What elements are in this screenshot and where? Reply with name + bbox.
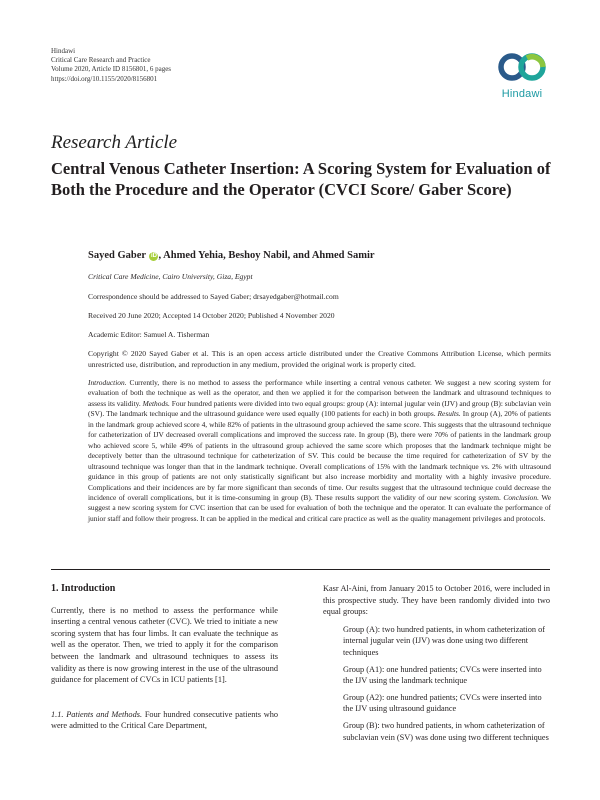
orcid-icon[interactable]: iD [150, 253, 157, 259]
list-item: Group (A1): one hundred patients; CVCs were inserted into the IJV using the landmark technique [343, 664, 542, 686]
introduction-heading: 1. Introduction [51, 583, 116, 594]
list-item: Group (B): two hundred patients, in whom catheterization of subclavian vein (SV) was done using two different techniques [343, 720, 549, 742]
author-list [88, 250, 375, 261]
publisher-name: Hindawi [51, 47, 76, 55]
journal-name: Critical Care Research and Practice [51, 56, 151, 65]
article-type: Research Article [51, 132, 178, 153]
academic-editor: Academic Editor: Samuel A. Tisherman [88, 330, 210, 339]
abstract-intro-label: Introduction. [88, 378, 127, 387]
abstract-conclusion-label: Conclusion. [503, 492, 539, 502]
hindawi-logo [494, 48, 550, 100]
publication-dates: Received 20 June 2020; Accepted 14 October 2020; Published 4 November 2020 [88, 311, 335, 320]
first-author[interactable]: Sayed Gaber [88, 250, 146, 261]
copyright-notice: Copyright © 2020 Sayed Gaber et al. This is an open access article distributed under the Creative Commons Attribution License, which permits unrestricted use, distribution, and reproduction in any medium, provided the original work is properly cited. [88, 349, 551, 369]
logo-wordmark: Hindawi [501, 88, 543, 100]
journal-meta [51, 47, 171, 84]
methods-text: Four hundred consecutive patients who were admitted to the Critical Care Department, [51, 709, 279, 731]
affiliation: Critical Care Medicine, Cairo University, Giza, Egypt [88, 272, 253, 281]
paragraph-gap [51, 686, 278, 709]
abstract-intro: Currently, there is no method to assess the performance while inserting a central venous catheter. We suggest a new scoring system for evaluation of both the technique as well as the operator, and then we applied it for the comparison between the landmark and ultrasound techniques to assess its validity. [88, 378, 551, 408]
list-item: Group (A2): one hundred patients; CVCs were inserted into the IJV using ultrasound guidance [343, 692, 542, 714]
article-title: Central Venous Catheter Insertion: A Scoring System for Evaluation of Both the Procedure and the Operator (CVCI Score/ Gaber Score) [51, 159, 551, 199]
volume-info: Volume 2020, Article ID 8156801, 6 pages [51, 65, 172, 74]
correspondence: Correspondence should be addressed to Sayed Gaber; drsayedgaber@hotmail.com [88, 292, 339, 301]
right-column [323, 583, 550, 748]
abstract [88, 378, 551, 524]
introduction-paragraph: Currently, there is no method to assess the performance while inserting a central venous catheter (CVC). We tried to initiate a new scoring system that has four limbs. It can evaluate the technique as well as the operator. Then, we tried to apply it for the comparison between the landmark and ultrasound techniques to assess its validity as there is now growing interest in the use of the ultrasound guidance for placement of CVCs in ICU patients [1]. [51, 605, 278, 685]
group-list [343, 624, 550, 743]
abstract-methods-label: Methods. [142, 398, 170, 408]
other-authors: , Ahmed Yehia, Beshoy Nabil, and Ahmed Samir [158, 250, 375, 261]
abstract-results-label: Results. [437, 409, 461, 419]
section-divider [51, 569, 550, 570]
methods-subheading: 1.1. Patients and Methods. [51, 709, 143, 719]
methods-paragraph [51, 709, 278, 732]
list-item: Group (A): two hundred patients, in whom catheterization of internal jugular vein (IJV) was done using two different techniques [343, 624, 546, 657]
left-column [51, 583, 278, 732]
hindawi-logo-icon [497, 48, 547, 86]
doi-link[interactable]: https://doi.org/10.1155/2020/8156801 [51, 74, 158, 83]
abstract-results: In group (A), 20% of patients in the landmark group achieved score 4, while 82% of patients in the ultrasound group achieved the same score. This suggests that the ultrasound technique for catheterization of IJV decreased overall complications and improved the success rate. In group (B), there were 70% of patients in the landmark group who achieved score 5, while 49% of patients in the ultrasound group achieved the same score which proposes that the landmark technique might be deceptively better than the ultrasound technique for catheterization of SV. This could be because the time required for catheterization of SV by the ultrasound technique was longer than that in the landmark technique. Overall complications of 15% with the landmark technique vs. 2% with ultrasound guidance in this group of patients are not only statistically significant but also increase morbidity and mortality with a highly invasive procedure. Complications and their incidences are by far more significant than seconds of time. Our results suggest that the ultrasound technique could decrease the incidence of overall complications, but it is time-consuming in group (B). These results support the validity of our new scoring system. [88, 409, 551, 502]
abstract-conclusion: We suggest a new scoring system for CVC insertion that can be used for evaluation of both the technique and the operator. It can evaluate the performance of junior staff and follow their progress. It can be applied in the medical and critical care practice as well as the quality management privileges and protocols. [88, 492, 551, 523]
abstract-methods: Four hundred patients were divided into two equal groups: group (A): internal jugular vein (IJV) and group (B): subclavian vein (SV). The landmark technique and the ultrasound guidance were used equally (100 patients for each) in both groups. [88, 398, 551, 419]
study-paragraph: Kasr Al-Aini, from January 2015 to October 2016, were included in this prospective study. They have been randomly divided into two equal groups: [323, 584, 550, 617]
